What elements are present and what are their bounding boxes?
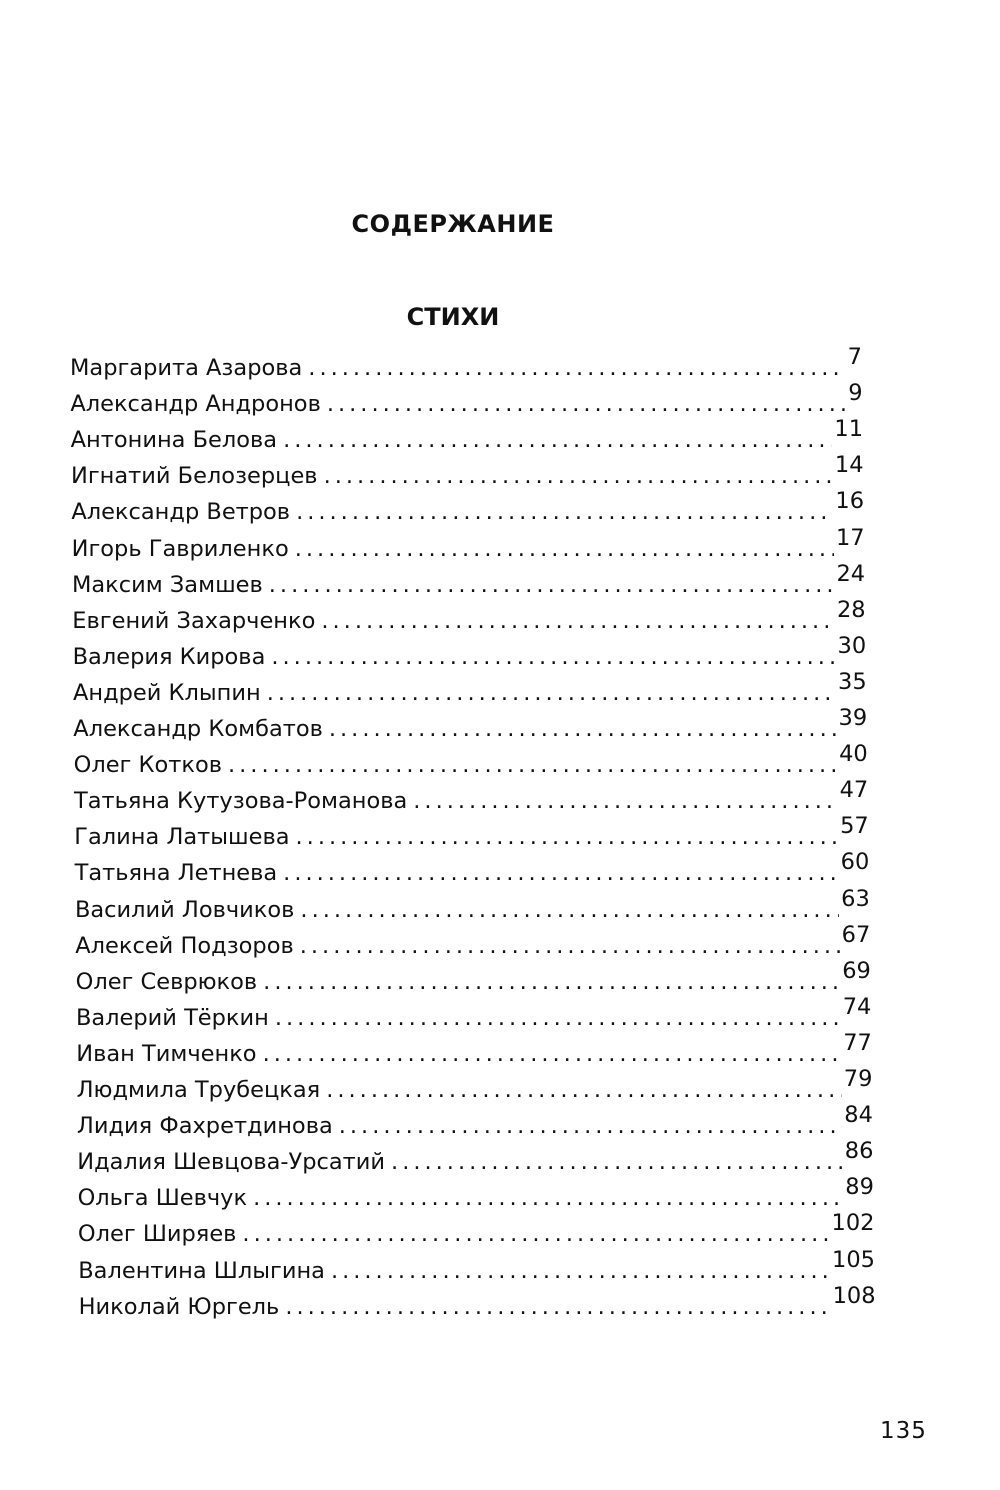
toc-dot-leader <box>275 1000 841 1036</box>
toc-entry-author: Максим Замшев <box>71 571 263 598</box>
toc-entry-page: 86 <box>844 1138 874 1165</box>
toc-dot-leader <box>271 639 835 675</box>
toc-dot-leader <box>267 675 836 711</box>
toc-entry-page: 40 <box>839 741 868 768</box>
toc-dot-leader <box>331 1253 830 1289</box>
toc-entry-author: Татьяна Летнева <box>74 860 278 887</box>
toc-entry-author: Лидия Фахретдинова <box>76 1113 333 1140</box>
toc-entry-author: Олег Котков <box>73 752 222 779</box>
toc-entry-page: 60 <box>840 849 870 876</box>
toc-entry-page: 77 <box>843 1029 872 1056</box>
toc-entry-author: Александр Андронов <box>70 391 321 418</box>
toc-entry-page: 24 <box>836 560 866 587</box>
toc-entry <box>77 1138 874 1180</box>
toc-dot-leader <box>253 1180 843 1216</box>
toc-entry <box>72 632 867 675</box>
toc-entry-author: Идалия Шевцова-Урсатий <box>77 1149 386 1176</box>
toc-entry-author: Валерий Тёркин <box>75 1004 269 1031</box>
toc-entry <box>75 993 872 1036</box>
toc-entry-author: Игнатий Белозерцев <box>70 463 318 490</box>
toc-entry-page: 57 <box>840 813 869 840</box>
toc-entry-page: 39 <box>838 705 868 731</box>
toc-entry-author: Татьяна Кутузова-Романова <box>73 788 408 815</box>
toc-entry-page: 35 <box>838 668 867 695</box>
page-number: 135 <box>880 1418 927 1444</box>
toc-entry <box>71 488 865 530</box>
toc-entry-author: Евгений Захарченко <box>72 607 316 634</box>
toc-dot-leader <box>308 350 845 386</box>
toc-entry-page: 47 <box>839 777 869 804</box>
toc-entry-author: Алексей Подзоров <box>75 932 294 959</box>
toc-entry-page: 11 <box>834 416 864 443</box>
toc-entry-page: 105 <box>832 1246 875 1273</box>
toc-entry <box>70 380 863 422</box>
toc-entry-page: 63 <box>841 885 870 912</box>
page-title: СОДЕРЖАНИЕ <box>351 210 555 238</box>
toc-entry-page: 7 <box>847 344 862 370</box>
toc-entry-page: 17 <box>835 524 865 551</box>
toc-entry <box>73 777 869 819</box>
toc-entry-page: 14 <box>834 452 864 479</box>
toc-entry <box>73 705 868 747</box>
toc-entry-page: 84 <box>844 1102 873 1129</box>
toc-entry-author: Андрей Клыпин <box>72 679 261 706</box>
toc-entry-author: Василий Ловчиков <box>74 896 295 923</box>
toc-entry-page: 108 <box>832 1282 876 1309</box>
toc-dot-leader <box>296 494 833 530</box>
toc-entry-author: Людмила Трубецкая <box>76 1077 321 1103</box>
toc-entry <box>74 885 870 928</box>
toc-entry <box>75 957 871 1000</box>
toc-dot-leader <box>242 1216 829 1252</box>
toc-entry-page: 16 <box>835 488 865 515</box>
toc-dot-leader <box>327 386 846 422</box>
toc-dot-leader <box>391 1144 843 1180</box>
toc-entry <box>70 416 864 458</box>
toc-entry-author: Николай Юргель <box>78 1293 280 1320</box>
toc-dot-leader <box>321 603 835 639</box>
toc-entry-page: 9 <box>848 380 863 407</box>
toc-dot-leader <box>285 1289 830 1325</box>
toc-dot-leader <box>300 892 839 928</box>
toc-dot-leader <box>263 964 840 1000</box>
toc-entry <box>74 813 869 855</box>
toc-dot-leader <box>263 1036 842 1072</box>
toc-entry <box>73 741 868 783</box>
toc-entry <box>78 1282 876 1325</box>
toc-entry-author: Маргарита Азарова <box>70 355 303 381</box>
toc-entry <box>76 1029 872 1072</box>
section-title: СТИХИ <box>406 303 500 331</box>
toc-entry <box>72 668 867 711</box>
toc-entry <box>70 452 864 494</box>
toc-dot-leader <box>324 458 833 494</box>
toc-dot-leader <box>269 567 835 603</box>
toc-entry-author: Олег Севрюков <box>75 968 258 995</box>
toc-entry-author: Александр Комбатов <box>73 716 323 742</box>
toc-entry <box>74 849 870 891</box>
toc-entry <box>70 344 862 386</box>
toc-dot-leader <box>300 928 840 964</box>
toc-entry-author: Олег Ширяев <box>77 1221 237 1248</box>
toc-entry-author: Антонина Белова <box>70 427 278 454</box>
toc-entry-author: Валентина Шлыгина <box>78 1257 325 1284</box>
toc-dot-leader <box>329 711 837 747</box>
toc-entry <box>71 560 866 603</box>
toc-entry-page: 67 <box>841 921 871 948</box>
toc-entry <box>71 524 865 567</box>
toc-dot-leader <box>413 783 837 819</box>
toc-entry-author: Ольга Шевчук <box>77 1185 248 1212</box>
toc-entry-author: Игорь Гавриленко <box>71 535 289 562</box>
toc-entry <box>75 921 871 964</box>
toc-dot-leader <box>295 531 834 567</box>
toc-dot-leader <box>296 819 839 855</box>
toc-entry-author: Галина Латышева <box>74 824 290 851</box>
toc-dot-leader <box>228 747 837 783</box>
toc-entry-author: Иван Тимченко <box>76 1040 257 1067</box>
toc-dot-leader <box>339 1108 843 1144</box>
toc-entry-page: 74 <box>842 993 872 1020</box>
toc-entry-author: Александр Ветров <box>71 499 291 526</box>
toc-entry-page: 89 <box>845 1174 874 1201</box>
toc-entry-page: 28 <box>836 596 866 623</box>
toc-dot-leader <box>283 855 838 891</box>
toc-entry-page: 69 <box>842 957 871 984</box>
toc-entry-page: 79 <box>843 1066 873 1092</box>
toc-entry <box>72 596 866 639</box>
toc-entry <box>77 1174 874 1216</box>
toc-dot-leader <box>283 422 832 458</box>
toc-entry <box>78 1246 875 1289</box>
toc-dot-leader <box>326 1072 842 1108</box>
toc-entry-author: Валерия Кирова <box>72 643 266 670</box>
toc-entry-page: 30 <box>837 632 867 659</box>
toc-entry <box>76 1066 873 1108</box>
toc-entry <box>77 1210 875 1252</box>
toc-entry-page: 102 <box>831 1210 875 1237</box>
toc-entry <box>76 1102 873 1144</box>
